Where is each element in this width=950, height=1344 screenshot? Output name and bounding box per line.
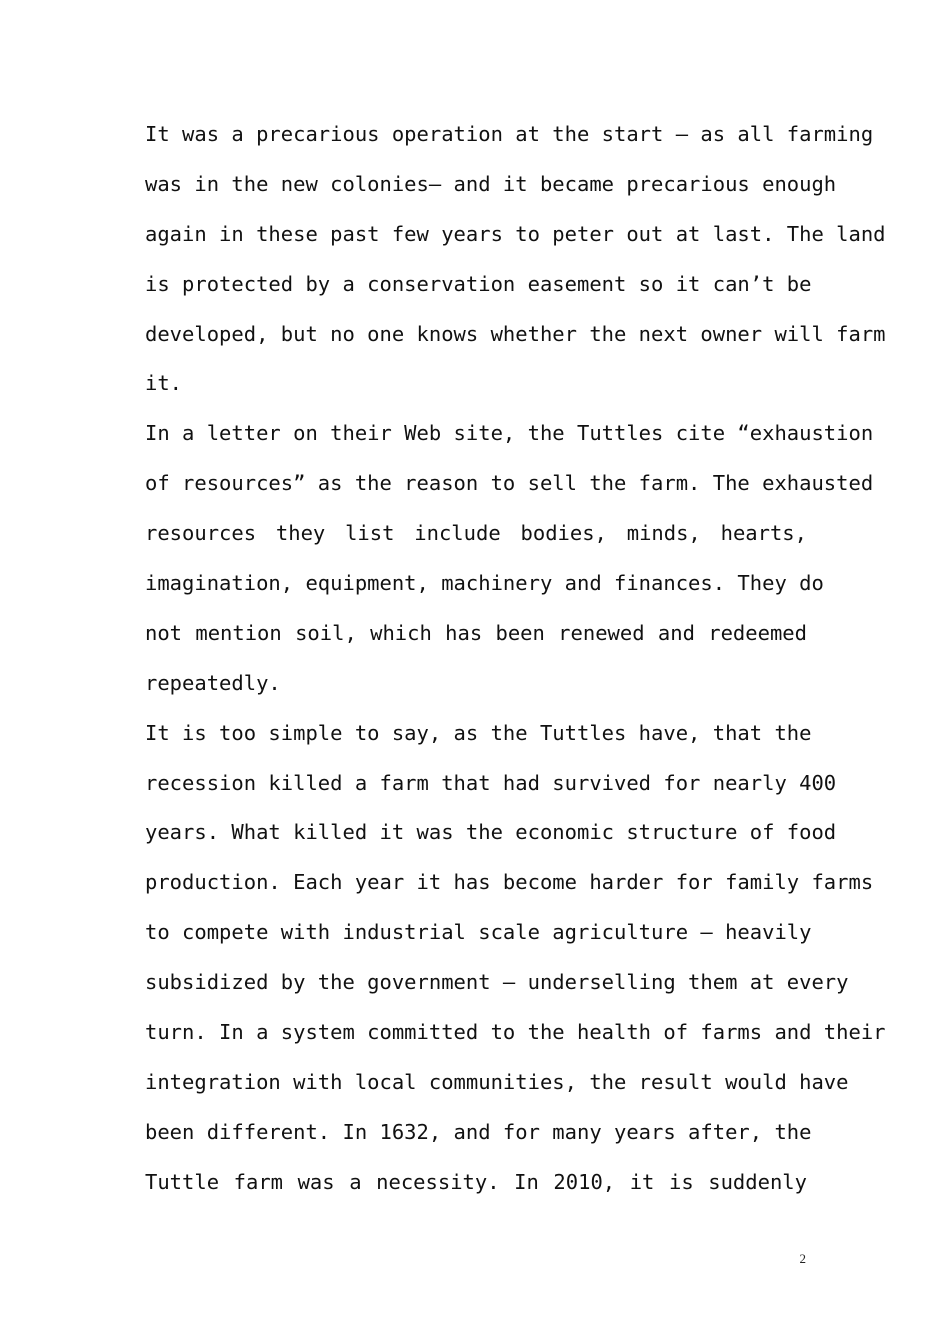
text-line: of resources” as the reason to sell the farm. The exhausted: [145, 471, 874, 496]
text-line: recession killed a farm that had survived for nearly 400: [145, 770, 837, 795]
body-text: [145, 110, 886, 1208]
text-line: been different. In 1632, and for many years after, the: [145, 1119, 812, 1144]
text-line: It is too simple to say, as the Tuttles have, that the: [145, 720, 812, 745]
text-line: is protected by a conservation easement so it can’t be: [145, 271, 812, 296]
text-line: production. Each year it has become harder for family farms: [145, 870, 874, 895]
text-line: turn. In a system committed to the health of farms and their: [145, 1020, 886, 1045]
text-line: integration with local communities, the result would have: [145, 1069, 849, 1094]
text-line: it.: [145, 371, 183, 396]
text-line: Tuttle farm was a necessity. In 2010, it is suddenly: [145, 1169, 807, 1194]
text-line: was in the new colonies— and it became precarious enough: [145, 171, 837, 196]
text-line: imagination, equipment, machinery and finances. They do: [145, 571, 824, 596]
text-line: not mention soil, which has been renewed and redeemed: [145, 620, 807, 645]
page-number: 2: [799, 1251, 806, 1266]
text-line: developed, but no one knows whether the next owner will farm: [145, 321, 886, 346]
text-line: again in these past few years to peter out at last. The land: [145, 221, 886, 246]
text-line: It was a precarious operation at the start — as all farming: [145, 122, 874, 146]
text-line: resources they list include bodies, minds, hearts,: [145, 521, 807, 546]
text-line: repeatedly.: [145, 670, 281, 695]
text-line: years. What killed it was the economic structure of food: [145, 820, 837, 845]
text-line: In a letter on their Web site, the Tuttles cite “exhaustion: [145, 421, 874, 446]
text-line: subsidized by the government — underselling them at every: [145, 970, 849, 995]
text-line: to compete with industrial scale agriculture — heavily: [145, 920, 812, 945]
